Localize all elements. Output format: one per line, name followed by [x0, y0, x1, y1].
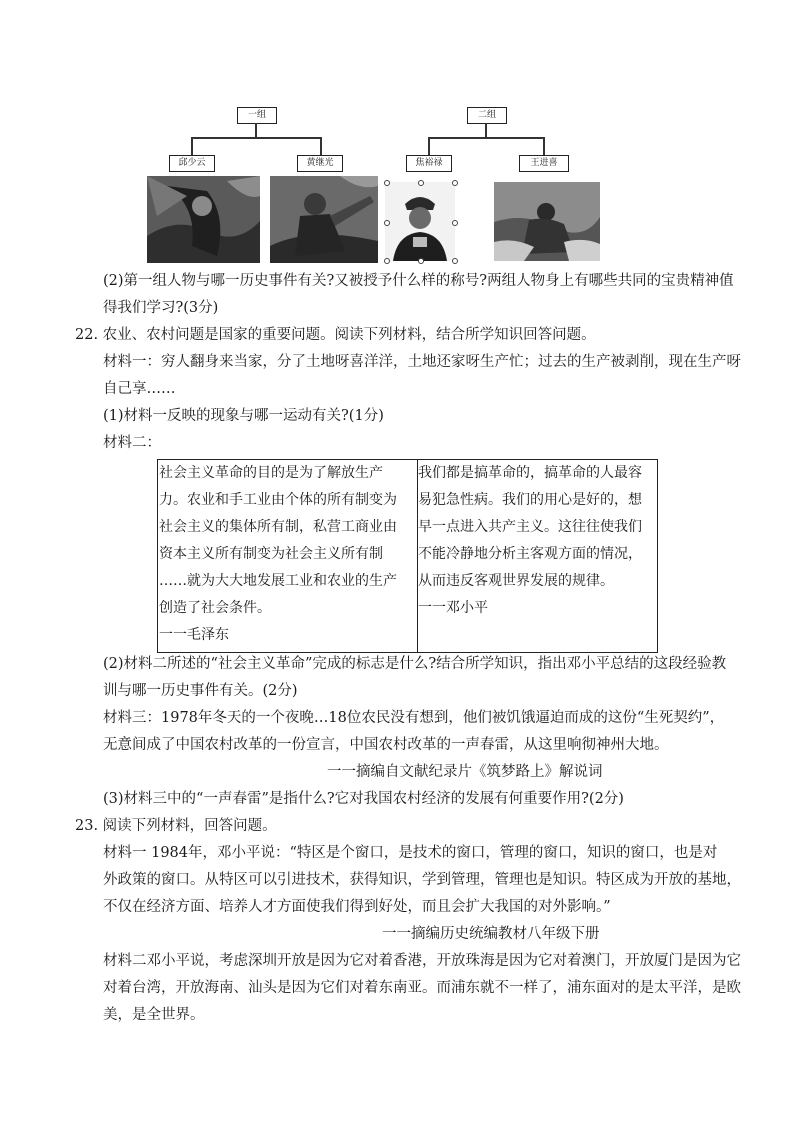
q22-material3-line2: 无意间成了中国农村改革的一份宣言，中国农村改革的一声春雷，从这里响彻神州大地。 — [103, 737, 669, 753]
q23-material2-line3: 美，是全世界。 — [103, 1007, 205, 1023]
photo-huang-jiguang — [270, 176, 378, 263]
quote-left-source: 一一毛泽东 — [159, 627, 229, 643]
quote-right-line: 易犯急性病。我们的用心是好的，想 — [418, 492, 642, 508]
q23-material2-line1: 材料二邓小平说，考虑深圳开放是因为它对着香港，开放珠海是因为它对着澳门，开放厦门是因为它 — [103, 953, 741, 969]
q23-material1-line1: 材料一 1984年，邓小平说：“特区是个窗口，是技术的窗口，管理的窗口，知识的窗口，也是对 — [103, 845, 718, 861]
q23-header: 23. 阅读下列材料，回答问题。 — [75, 818, 277, 834]
photo-wang-jinxi — [494, 182, 600, 261]
quote-right-line: 我们都是搞革命的，搞革命的人最容 — [418, 465, 642, 481]
quote-right-line: 早一点进入共产主义。这往往使我们 — [418, 519, 642, 535]
q23-material1-line2: 外政策的窗口。从特区可以引进技术，获得知识，学到管理，管理也是知识。特区成为开放的基地， — [103, 872, 741, 888]
person-huang-jiguang: 黄继光 — [297, 155, 343, 172]
quote-right-line: 从而违反客观世界发展的规律。 — [418, 573, 614, 589]
quote-left-line: 创造了社会条件。 — [159, 600, 271, 616]
quote-table — [157, 459, 658, 653]
q23-material1-source: 一一摘编历史统编教材八年级下册 — [382, 926, 600, 942]
q22-material3-line1: 材料三：1978年冬天的一个夜晚…18位农民没有想到，他们被饥饿逼迫而成的这份“生死契约”， — [103, 710, 725, 726]
person-qiu-shaoyun: 邱少云 — [169, 155, 215, 172]
person-wang-jinxi: 王进喜 — [519, 155, 569, 172]
q23-material2-line2: 对着台湾，开放海南、汕头是因为它们对着东南亚。而浦东就不一样了，浦东面对的是太平洋，是欧 — [103, 980, 741, 996]
quote-left-line: 社会主义的集体所有制，私营工商业由 — [159, 519, 397, 535]
q22-material3-source: 一一摘编自文献纪录片《筑梦路上》解说词 — [327, 764, 603, 780]
quote-right-source: 一一邓小平 — [418, 600, 488, 616]
quote-left-line: 力。农业和手工业由个体的所有制变为 — [159, 492, 397, 508]
q22-header: 22. 农业、农村问题是国家的重要问题。阅读下列材料，结合所学知识回答问题。 — [75, 327, 596, 343]
q23-material1-line3: 不仅在经济方面、培养人才方面使我们得到好处，而且会扩大我国的对外影响。” — [103, 899, 611, 915]
q22-question2-line2: 训与哪一历史事件有关。(2分) — [103, 683, 298, 699]
person-jiao-yulu: 焦裕禄 — [406, 155, 452, 172]
quote-left-line: 资本主义所有制变为社会主义所有制 — [159, 546, 383, 562]
q22-material1-line2: 自己享…… — [103, 381, 176, 397]
quote-left-line: 社会主义革命的目的是为了解放生产 — [159, 465, 383, 481]
photo-jiao-yulu — [385, 182, 455, 261]
q21-part2-line1: (2)第一组人物与哪一历史事件有关?又被授予什么样的称号?两组人物身上有哪些共同的宝贵精神值 — [103, 273, 734, 289]
q21-part2-line2: 得我们学习?(3分) — [103, 300, 219, 316]
q22-question3: (3)材料三中的“一声春雷”是指什么?它对我国农村经济的发展有何重要作用?(2分) — [103, 791, 624, 807]
photo-qiu-shaoyun — [147, 176, 260, 263]
quote-left-line: ……就为大大地发展工业和农业的生产 — [159, 573, 397, 589]
quote-right-line: 不能冷静地分析主客观方面的情况， — [418, 546, 642, 562]
q22-question1: (1)材料一反映的现象与哪一运动有关?(1分) — [103, 408, 384, 424]
q22-question2-line1: (2)材料二所述的“社会主义革命”完成的标志是什么?结合所学知识，指出邓小平总结的这段经验教 — [103, 656, 727, 672]
q22-material2-label: 材料二： — [103, 435, 161, 451]
group2-label: 二组 — [467, 107, 507, 124]
q22-material1-line1: 材料一：穷人翻身来当家，分了土地呀喜洋洋，土地还家呀生产忙；过去的生产被剥削，现在生产呀 — [103, 354, 741, 370]
group1-label: 一组 — [237, 107, 277, 124]
